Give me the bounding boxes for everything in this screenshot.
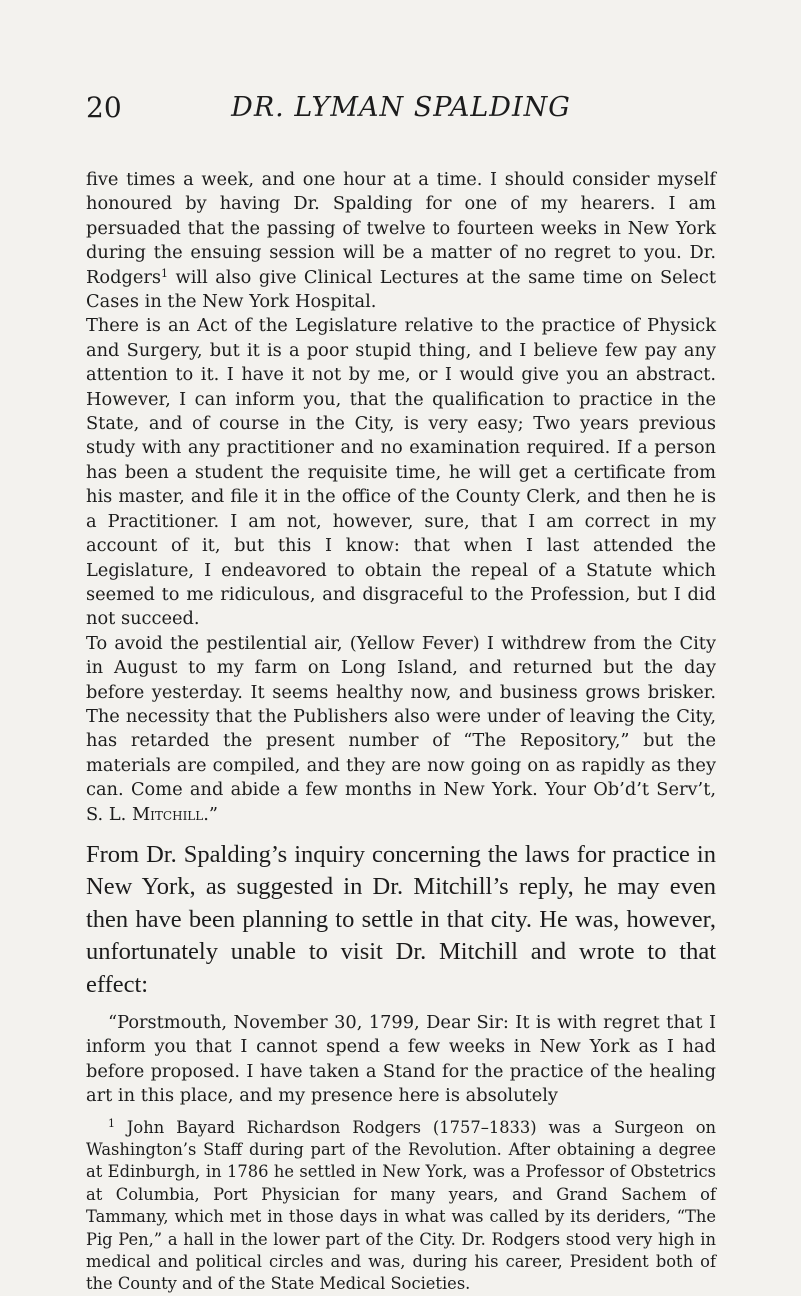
- page-header: [86, 88, 716, 128]
- letter-p1-before-ref: five times a week, and one hour at a time. I should consider myself honoured by having Dr. Spalding for one of my hearers. I am persuaded that the passing of twelve to fourteen weeks in New York during the ensuing session will be a matter of no regret to you. Dr. Rodgers: [86, 169, 716, 288]
- footnote: [86, 1117, 716, 1296]
- footnote-reference: 1: [161, 266, 169, 280]
- body-text: [86, 168, 716, 1296]
- signature: Mitchill: [131, 803, 204, 825]
- narrative-paragraph: From Dr. Spalding’s inquiry concerning the laws for practice in New York, as suggested in Dr. Mitchill’s reply, he may even then have been planning to settle in that city. He was, however, unfortunately unable to visit Dr. Mitchill and wrote to that effect:: [86, 840, 716, 998]
- second-letter-paragraph: “Porstmouth, November 30, 1799, Dear Sir: It is with regret that I inform you that I cannot spend a few weeks in New York as I had before proposed. I have taken a Stand for the practice of the healing art in this place, and my presence here is absolutely: [86, 1012, 716, 1107]
- letter-paragraph-1: [86, 168, 716, 314]
- letter-p3-text: To avoid the pestilential air, (Yellow Fever) I withdrew from the City in August to my farm on Long Island, and returned but the day before yesterday. It seems healthy now, and business grows brisker. The necessity that the Publishers also were under of leaving the City, has retarded the present number of “The Repository,” but the materials are compiled, and they are now going on as rapidly as they can. Come and abide a few months in New York. Your Ob’d’t Serv’t, S. L.: [86, 632, 716, 825]
- letter-p1-after-ref: will also give Clinical Lectures at the same time on Select Cases in the New York Hospital.: [86, 266, 716, 313]
- running-head: DR. LYMAN SPALDING: [231, 92, 571, 123]
- page-number: 20: [86, 91, 122, 124]
- letter-paragraph-2: There is an Act of the Legislature relative to the practice of Physick and Surgery, but it is a poor stupid thing, and I believe few pay any attention to it. I have it not by me, or I would give you an abstract. However, I can inform you, that the qualification to practice in the State, and of course in the City, is very easy; Two years previous study with any practitioner and no examination required. If a person has been a student the requisite time, he will get a certificate from his master, and file it in the office of the County Clerk, and then he is a Practitioner. I am not, however, sure, that I am correct in my account of it, but this I know: that when I last attended the Legislature, I endeavored to obtain the repeal of a Statute which seemed to me ridiculous, and disgraceful to the Profession, but I did not succeed.: [86, 315, 716, 630]
- footnote-text: John Bayard Richardson Rodgers (1757–1833) was a Surgeon on Washington’s Staff during part of the Revolution. After obtaining a degree at Edinburgh, in 1786 he settled in New York, was a Professor of Obstetrics at Columbia, Port Physician for many years, and Grand Sachem of Tammany, which met in those days in what was called by its deriders, “The Pig Pen,” a hall in the lower part of the City. Dr. Rodgers stood very high in medical and political circles and was, during his career, President both of the County and of the State Medical Societies.: [86, 1117, 716, 1294]
- footnote-marker: 1: [108, 1116, 115, 1130]
- letter-paragraph-3: [86, 632, 716, 827]
- letter-p3-end: .”: [203, 803, 218, 825]
